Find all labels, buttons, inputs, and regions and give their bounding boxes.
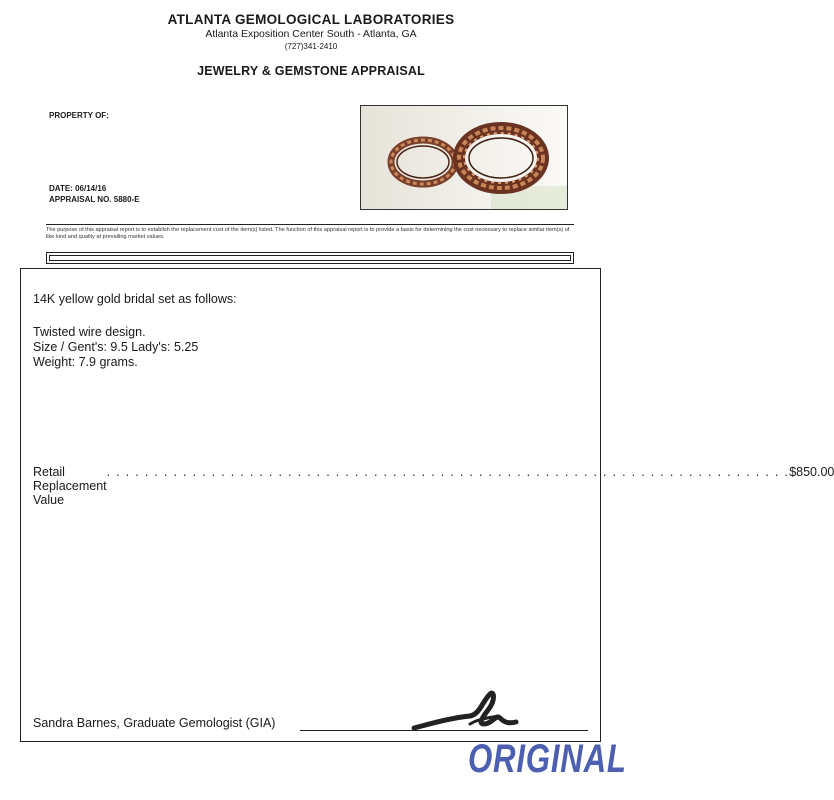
retail-value-amount: $850.00 [789,465,834,479]
purpose-statement: The purpose of this appraisal report is to establish the replacement cost of the item(s) listed. The function of this appraisal report is to provide a basis for determining the cost necessary to replace similar item(s) of like kind and quality at prevailing market values. [46,227,570,240]
company-address: Atlanta Exposition Center South - Atlanta, GA [205,28,417,40]
section-divider-inner [49,255,571,261]
retail-value-label: Retail Replacement Value [33,465,107,507]
company-name: ATLANTA GEMOLOGICAL LABORATORIES [167,12,455,27]
date-row [49,184,106,193]
property-of-label: PROPERTY OF: [49,111,109,120]
item-weight: Weight: 7.9 grams. [33,355,138,369]
appraisal-number-row [49,195,140,204]
appraisal-number-value: 5880-E [113,195,140,204]
retail-value-line [33,465,834,507]
rings-image [361,106,567,209]
item-design: Twisted wire design. [33,325,146,339]
ring-photo [360,105,568,210]
leader-dots: . . . . . . . . . . . . . . . . . . . . . . . . . . . . . . . . . . . . . . . . . . . . . . . . . . . . . . . . . . . . . . . . . . . . . . . . [106,465,790,479]
handwritten-signature [410,688,520,736]
item-sizes: Size / Gent's: 9.5 Lady's: 5.25 [33,340,199,354]
company-phone: (727)341-2410 [284,42,338,51]
original-stamp: ORIGINAL [468,737,627,781]
item-summary: 14K yellow gold bridal set as follows: [33,292,237,306]
signer-name: Sandra Barnes, Graduate Gemologist (GIA) [33,716,276,730]
date-label: DATE: [49,184,73,193]
date-value: 06/14/16 [75,184,107,193]
purpose-top-rule [46,224,574,225]
document-title: JEWELRY & GEMSTONE APPRAISAL [197,64,425,78]
appraisal-number-label: APPRAISAL NO. [49,195,112,204]
